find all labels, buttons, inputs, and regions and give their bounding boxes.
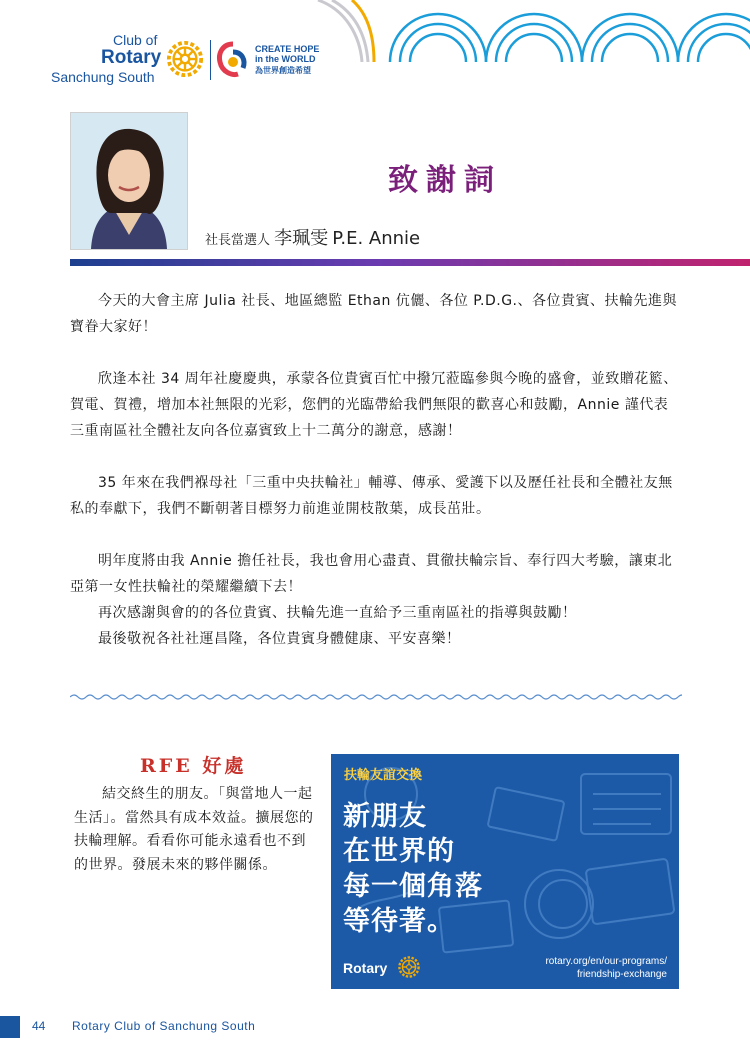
page-title: 致謝詞 [388,163,502,198]
paragraph: 再次感謝與會的的各位貴賓、扶輪先進一直給予三重南區社的指導與鼓勵！ [98,605,577,621]
footer-marker [0,1016,20,1038]
decorative-arches [310,0,750,62]
paragraph: 今天的大會主席 Julia 社長、地區總監 Ethan 伉儷、各位 P.D.G.、各位貴賓、扶輪先進與寶眷大家好！ [70,293,678,335]
friendship-exchange-ad [331,754,679,989]
theme-line-1: CREATE HOPE [255,44,320,54]
paragraph: 35 年來在我們褓母社「三重中央扶輪社」輔導、傳承、愛護下以及歷任社長和全體社友無私的奉獻下，我們不斷朝著目標努力前進並開枝散葉，成長茁壯。 [70,475,673,517]
ad-rotary-brand: Rotary [343,960,388,976]
ad-headline-3: 每一個角落 [343,871,483,902]
presenter-name: 李珮雯 [274,228,329,249]
presenter-photo [70,112,188,250]
ad-headline-1: 新朋友 [343,801,427,832]
rfe-title: RFE 好處 [140,755,247,777]
club-rotary-label: Rotary [101,47,162,68]
presenter-line [205,224,420,250]
theme-line-2: in the WORLD [255,54,316,64]
ad-headline-2: 在世界的 [343,836,455,867]
title-gradient-bar [70,259,750,266]
ad-url-line-2: friendship-exchange [576,969,667,980]
footer-text: Rotary Club of Sanchung South [72,1019,256,1033]
ad-tag: 扶輪友誼交換 [344,768,423,783]
paragraph: 欣逢本社 34 周年社慶慶典，承蒙各位貴賓百忙中撥冗蒞臨參與今晚的盛會，並致贈花籃、賀電、賀禮，增加本社無限的光彩，您們的光臨帶給我們無限的歡喜心和鼓勵，Annie 謹代表三重南區社全體社友向各位嘉賓致上十二萬分的謝意，感謝！ [70,371,678,439]
club-of-label: Club of [113,32,158,48]
theme-line-3: 為世界創造希望 [255,66,311,75]
ad-headline-4: 等待著。 [343,906,455,937]
paragraph: 最後敬祝各社社運昌隆，各位貴賓身體健康、平安喜樂！ [98,631,461,647]
ad-rotary-wheel-icon [397,955,421,979]
club-name-label: Sanchung South [51,69,155,85]
page-number: 44 [32,1019,46,1033]
create-hope-logo-icon [216,40,250,80]
paragraph: 明年度將由我 Annie 擔任社長，我也會用心盡責、貫徹扶輪宗旨、奉行四大考驗，讓東北亞第一女性扶輪社的榮耀繼續下去！ [70,553,673,595]
logo-divider [210,40,211,80]
rfe-text: 結交終生的朋友。「與當地人一起生活」。當然具有成本效益。擴展您的扶輪理解。看看你可能永遠看也不到的世界。發展未來的夥伴關係。 [74,786,314,873]
wave-divider [70,692,682,702]
presenter-suffix: P.E. Annie [332,228,421,249]
presenter-role: 社長當選人 [205,233,271,248]
rfe-text-block [74,783,318,877]
rotary-wheel-icon [166,40,204,78]
speech-body [70,288,682,652]
ad-url-line-1: rotary.org/en/our-programs/ [545,956,667,967]
